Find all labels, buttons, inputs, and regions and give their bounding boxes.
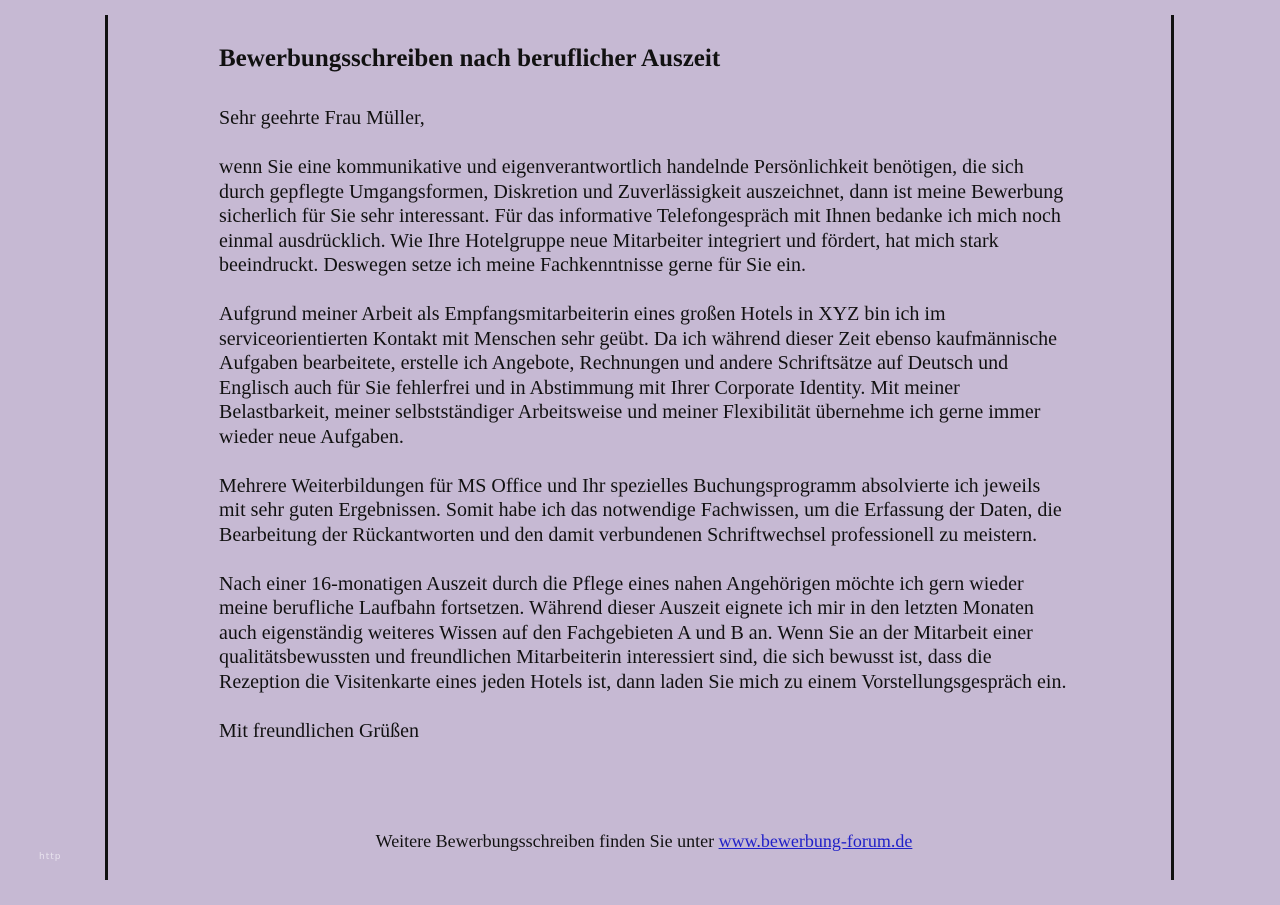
footer-note: [219, 830, 1069, 852]
letter-salutation: Sehr geehrte Frau Müller,: [219, 107, 425, 129]
watermark: http: [39, 852, 62, 862]
letter-title: Bewerbungsschreiben nach beruflicher Auszeit: [219, 45, 721, 72]
right-margin-rule: [1171, 15, 1174, 880]
letter-paragraph-4: Nach einer 16-monatigen Auszeit durch die Pflege eines nahen Angehörigen möchte ich gern wieder meine berufliche Laufbahn fortsetzen. Während dieser Auszeit eignete ich mir in den letzten Monaten auch eigenständig weiteres Wissen auf den Fachgebieten A und B an. Wenn Sie an der Mitarbeit einer qualitätsbewussten und freundlichen Mitarbeiterin interessiert sind, die sich bewusst ist, dass die Rezeption die Visitenkarte eines jeden Hotels ist, dann laden Sie mich zu einem Vorstellungsgespräch ein.: [219, 572, 1067, 693]
letter-paragraph-3: Mehrere Weiterbildungen für MS Office und Ihr spezielles Buchungsprogramm absolvierte ich jeweils mit sehr guten Ergebnissen. Somit habe ich das notwendige Fachwissen, um die Erfassung der Daten, die Bearbeitung der Rückantworten und den damit verbundenen Schriftwechsel professionell zu meistern.: [219, 474, 1062, 546]
footer-text: Weitere Bewerbungsschreiben finden Sie unter: [375, 831, 719, 851]
letter-paragraph-1: wenn Sie eine kommunikative und eigenverantwortlich handelnde Persönlichkeit benötigen, die sich durch gepflegte Umgangsformen, Diskretion und Zuverlässigkeit auszeichnet, dann ist meine Bewerbung sicherlich für Sie sehr interessant. Für das informative Telefongespräch mit Ihnen bedanke ich mich noch einmal ausdrücklich. Wie Ihre Hotelgruppe neue Mitarbeiter integriert und fördert, hat mich stark beeindruckt. Deswegen setze ich meine Fachkenntnisse gerne für Sie ein.: [219, 156, 1064, 276]
letter-closing: Mit freundlichen Grüßen: [219, 719, 419, 742]
letter-paragraph-2: Aufgrund meiner Arbeit als Empfangsmitarbeiterin eines großen Hotels in XYZ bin ich im serviceorientierten Kontakt mit Menschen sehr geübt. Da ich während dieser Zeit ebenso kaufmännische Aufgaben bearbeitete, erstelle ich Angebote, Rechnungen und andere Schriftsätze auf Deutsch und Englisch auch für Sie fehlerfrei und in Abstimmung mit Ihrer Corporate Identity. Mit meiner Belastbarkeit, meiner selbstständiger Arbeitsweise und meiner Flexibilität übernehme ich gerne immer wieder neue Aufgaben.: [219, 303, 1058, 448]
letter-content: [219, 42, 1069, 743]
left-margin-rule: [105, 15, 108, 880]
footer-link[interactable]: www.bewerbung-forum.de: [718, 831, 913, 851]
